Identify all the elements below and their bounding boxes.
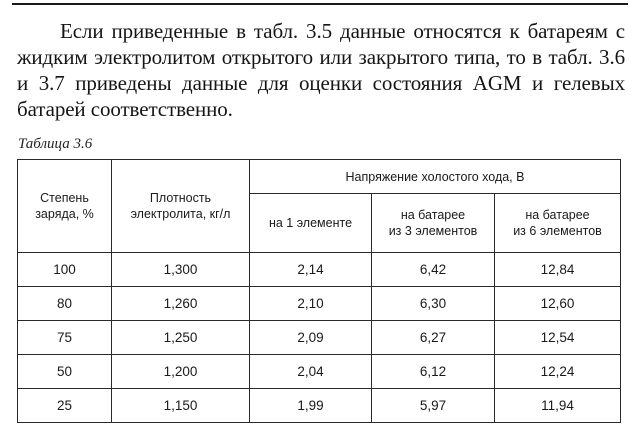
header-voltage-group: Напряжение холостого хода, В: [250, 160, 621, 194]
cell-v3: 6,27: [372, 321, 495, 355]
cell-v6: 11,94: [495, 389, 621, 423]
cell-v3: 5,97: [372, 389, 495, 423]
cell-density: 1,250: [112, 321, 250, 355]
table-row: [18, 253, 621, 287]
cell-density: 1,150: [112, 389, 250, 423]
cell-v1: 2,09: [250, 321, 372, 355]
cell-charge: 50: [18, 355, 112, 389]
data-table: [17, 159, 621, 423]
cell-density: 1,200: [112, 355, 250, 389]
cell-v1: 2,04: [250, 355, 372, 389]
body-paragraph: Если приведенные в табл. 3.5 данные относятся к батареям с жидким электролитом открытого или закрытого типа, то в табл. 3.6 и 3.7 приведены данные для оценки состояния AGM и гелевых батарей соответственно.: [17, 19, 625, 121]
cell-charge: 25: [18, 389, 112, 423]
cell-v3: 6,12: [372, 355, 495, 389]
header-row-top: [18, 160, 621, 194]
cell-charge: 75: [18, 321, 112, 355]
table-row: [18, 321, 621, 355]
top-rule: [12, 3, 628, 5]
cell-v3: 6,42: [372, 253, 495, 287]
header-density: Плотность электролита, кг/л: [112, 160, 250, 253]
cell-density: 1,300: [112, 253, 250, 287]
cell-v6: 12,24: [495, 355, 621, 389]
cell-v1: 2,10: [250, 287, 372, 321]
cell-v6: 12,84: [495, 253, 621, 287]
cell-v1: 1,99: [250, 389, 372, 423]
header-charge: Степень заряда, %: [18, 160, 112, 253]
table-row: [18, 389, 621, 423]
cell-charge: 100: [18, 253, 112, 287]
cell-v6: 12,60: [495, 287, 621, 321]
header-cell6: на батарее из 6 элементов: [495, 194, 621, 253]
cell-charge: 80: [18, 287, 112, 321]
table-row: [18, 355, 621, 389]
header-cell1: на 1 элементе: [250, 194, 372, 253]
cell-v6: 12,54: [495, 321, 621, 355]
table-row: [18, 287, 621, 321]
cell-density: 1,260: [112, 287, 250, 321]
header-cell3: на батарее из 3 элементов: [372, 194, 495, 253]
cell-v1: 2,14: [250, 253, 372, 287]
cell-v3: 6,30: [372, 287, 495, 321]
table-caption: Таблица 3.6: [18, 136, 93, 152]
